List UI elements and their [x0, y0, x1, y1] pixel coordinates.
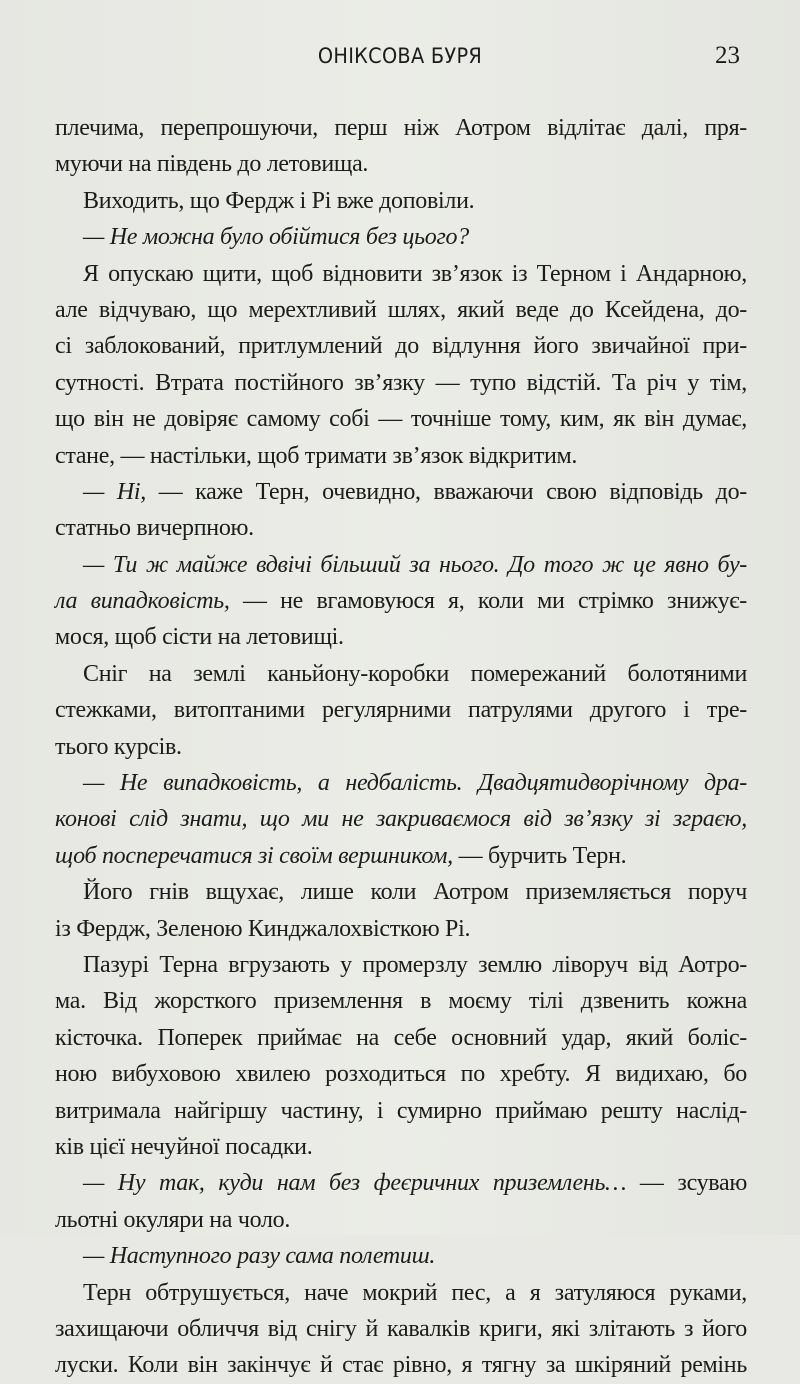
text-line	[55, 1056, 747, 1092]
text-line	[55, 1020, 747, 1056]
italic-segment: — Ну так, куди нам без феєричних приземлень…	[83, 1170, 627, 1197]
text-line	[55, 183, 747, 219]
text-segment: Виходить, що Фердж і Рі вже доповіли.	[83, 187, 475, 214]
text-line	[55, 292, 747, 328]
text-line	[55, 1275, 747, 1311]
text-segment: стежками, витоптаними регулярними патрулями другого і тре-	[55, 697, 747, 724]
text-segment: плечима, перепрошуючи, перш ніж Аотром відлітає далі, пря-	[55, 115, 747, 141]
text-segment: Я опускаю щити, щоб відновити зв’язок із Терном і Андарною,	[83, 260, 747, 287]
text-line	[55, 1093, 747, 1129]
text-line	[55, 583, 747, 619]
text-segment: захищаючи обличчя від снігу й кавалків криги, які злітають з його	[55, 1315, 747, 1342]
text-segment: — каже Терн, очевидно, вважаючи свою відповідь до-	[145, 478, 747, 505]
italic-segment: ла випадковість,	[55, 588, 230, 615]
text-line	[55, 510, 747, 546]
text-segment: мося, щоб сісти на летовищі.	[55, 624, 344, 651]
text-segment: луски. Коли він закінчує й стає рівно, я тягну за шкіряний ремінь	[55, 1352, 747, 1379]
italic-segment: — Не випадковість, а недбалість. Двадцятидворічному дра-	[83, 770, 747, 797]
body-text	[55, 110, 747, 1384]
text-line	[55, 110, 747, 146]
text-line	[55, 874, 747, 910]
text-line	[55, 474, 747, 510]
text-line	[55, 619, 747, 655]
text-segment: витримала найгіршу частину, і сумирно приймаю решту наслід-	[55, 1097, 747, 1124]
text-line	[55, 801, 747, 837]
text-line	[55, 438, 747, 474]
text-segment: ною вибуховою хвилею розходиться по хребту. Я видихаю, бо	[55, 1061, 747, 1088]
italic-segment: — Наступного разу сама полетиш.	[83, 1243, 436, 1270]
text-line	[55, 256, 747, 292]
text-line	[55, 146, 747, 182]
text-segment: але відчуваю, що мерехтливий шлях, який веде до Ксейдена, до-	[55, 296, 747, 323]
text-segment: муючи на південь до летовища.	[55, 151, 369, 178]
text-line	[55, 911, 747, 947]
text-segment: тього курсів.	[55, 733, 182, 760]
text-segment: стане, — настільки, щоб тримати зв’язок відкритим.	[55, 442, 578, 469]
text-segment: Сніг на землі каньйону-коробки помережаний болотяними	[83, 660, 747, 687]
text-segment: ків цієї нечуйної посадки.	[55, 1133, 313, 1160]
italic-segment: конові слід знати, що ми не закриваємося від зв’язку зі зграєю,	[55, 806, 747, 833]
italic-segment: щоб посперечатися зі своїм вершником,	[55, 842, 453, 869]
text-line	[55, 219, 747, 255]
text-line	[55, 1347, 747, 1383]
text-line	[55, 401, 747, 437]
text-segment: статньо вичерпною.	[55, 515, 254, 542]
italic-segment: — Не можна було обійтися без цього?	[83, 224, 469, 251]
text-line	[55, 1129, 747, 1165]
text-segment: Пазурі Терна вгрузають у промерзлу землю ліворуч від Аотро-	[83, 951, 747, 978]
text-line	[55, 547, 747, 583]
text-segment: Його гнів вщухає, лише коли Аотром приземляється поруч	[83, 879, 747, 906]
text-segment: що він не довіряє самому собі — точніше тому, ким, як він думає,	[55, 406, 747, 433]
page-number: 23	[715, 42, 740, 69]
text-segment: ма. Від жорсткого приземлення в моєму тілі дзвенить кожна	[55, 988, 747, 1015]
text-segment: — зсуваю	[626, 1170, 747, 1197]
text-line	[55, 692, 747, 728]
text-segment: Терн обтрушується, наче мокрий пес, а я затуляюся руками,	[83, 1279, 747, 1306]
text-line	[55, 983, 747, 1019]
text-segment: — не вгамовуюся я, коли ми стрімко знижує-	[229, 588, 747, 615]
text-line	[55, 838, 747, 874]
text-line	[55, 365, 747, 401]
italic-segment: — Ти ж майже вдвічі більший за нього. До того ж це явно бу-	[83, 551, 747, 578]
text-segment: кісточка. Поперек приймає на себе основний удар, який боліс-	[55, 1024, 747, 1051]
text-line	[55, 765, 747, 801]
text-line	[55, 1311, 747, 1347]
text-line	[55, 1165, 747, 1201]
text-line	[55, 1202, 747, 1238]
text-segment: сі заблокований, притлумлений до відлуння його звичайної при-	[55, 333, 747, 360]
text-segment: із Фердж, Зеленою Кинджалохвісткою Рі.	[55, 915, 471, 942]
text-line	[55, 656, 747, 692]
text-line	[55, 729, 747, 765]
text-line	[55, 1238, 747, 1274]
text-line	[55, 328, 747, 364]
running-header	[0, 44, 800, 84]
running-title: ОНІКСОВА БУРЯ	[317, 44, 483, 68]
text-segment: — бурчить Терн.	[452, 842, 627, 869]
text-line	[55, 947, 747, 983]
text-segment: льотні окуляри на чоло.	[55, 1206, 291, 1233]
text-segment: сутності. Втрата постійного зв’язку — тупо відстій. Та річ у тім,	[55, 369, 747, 396]
italic-segment: — Ні,	[83, 478, 146, 505]
